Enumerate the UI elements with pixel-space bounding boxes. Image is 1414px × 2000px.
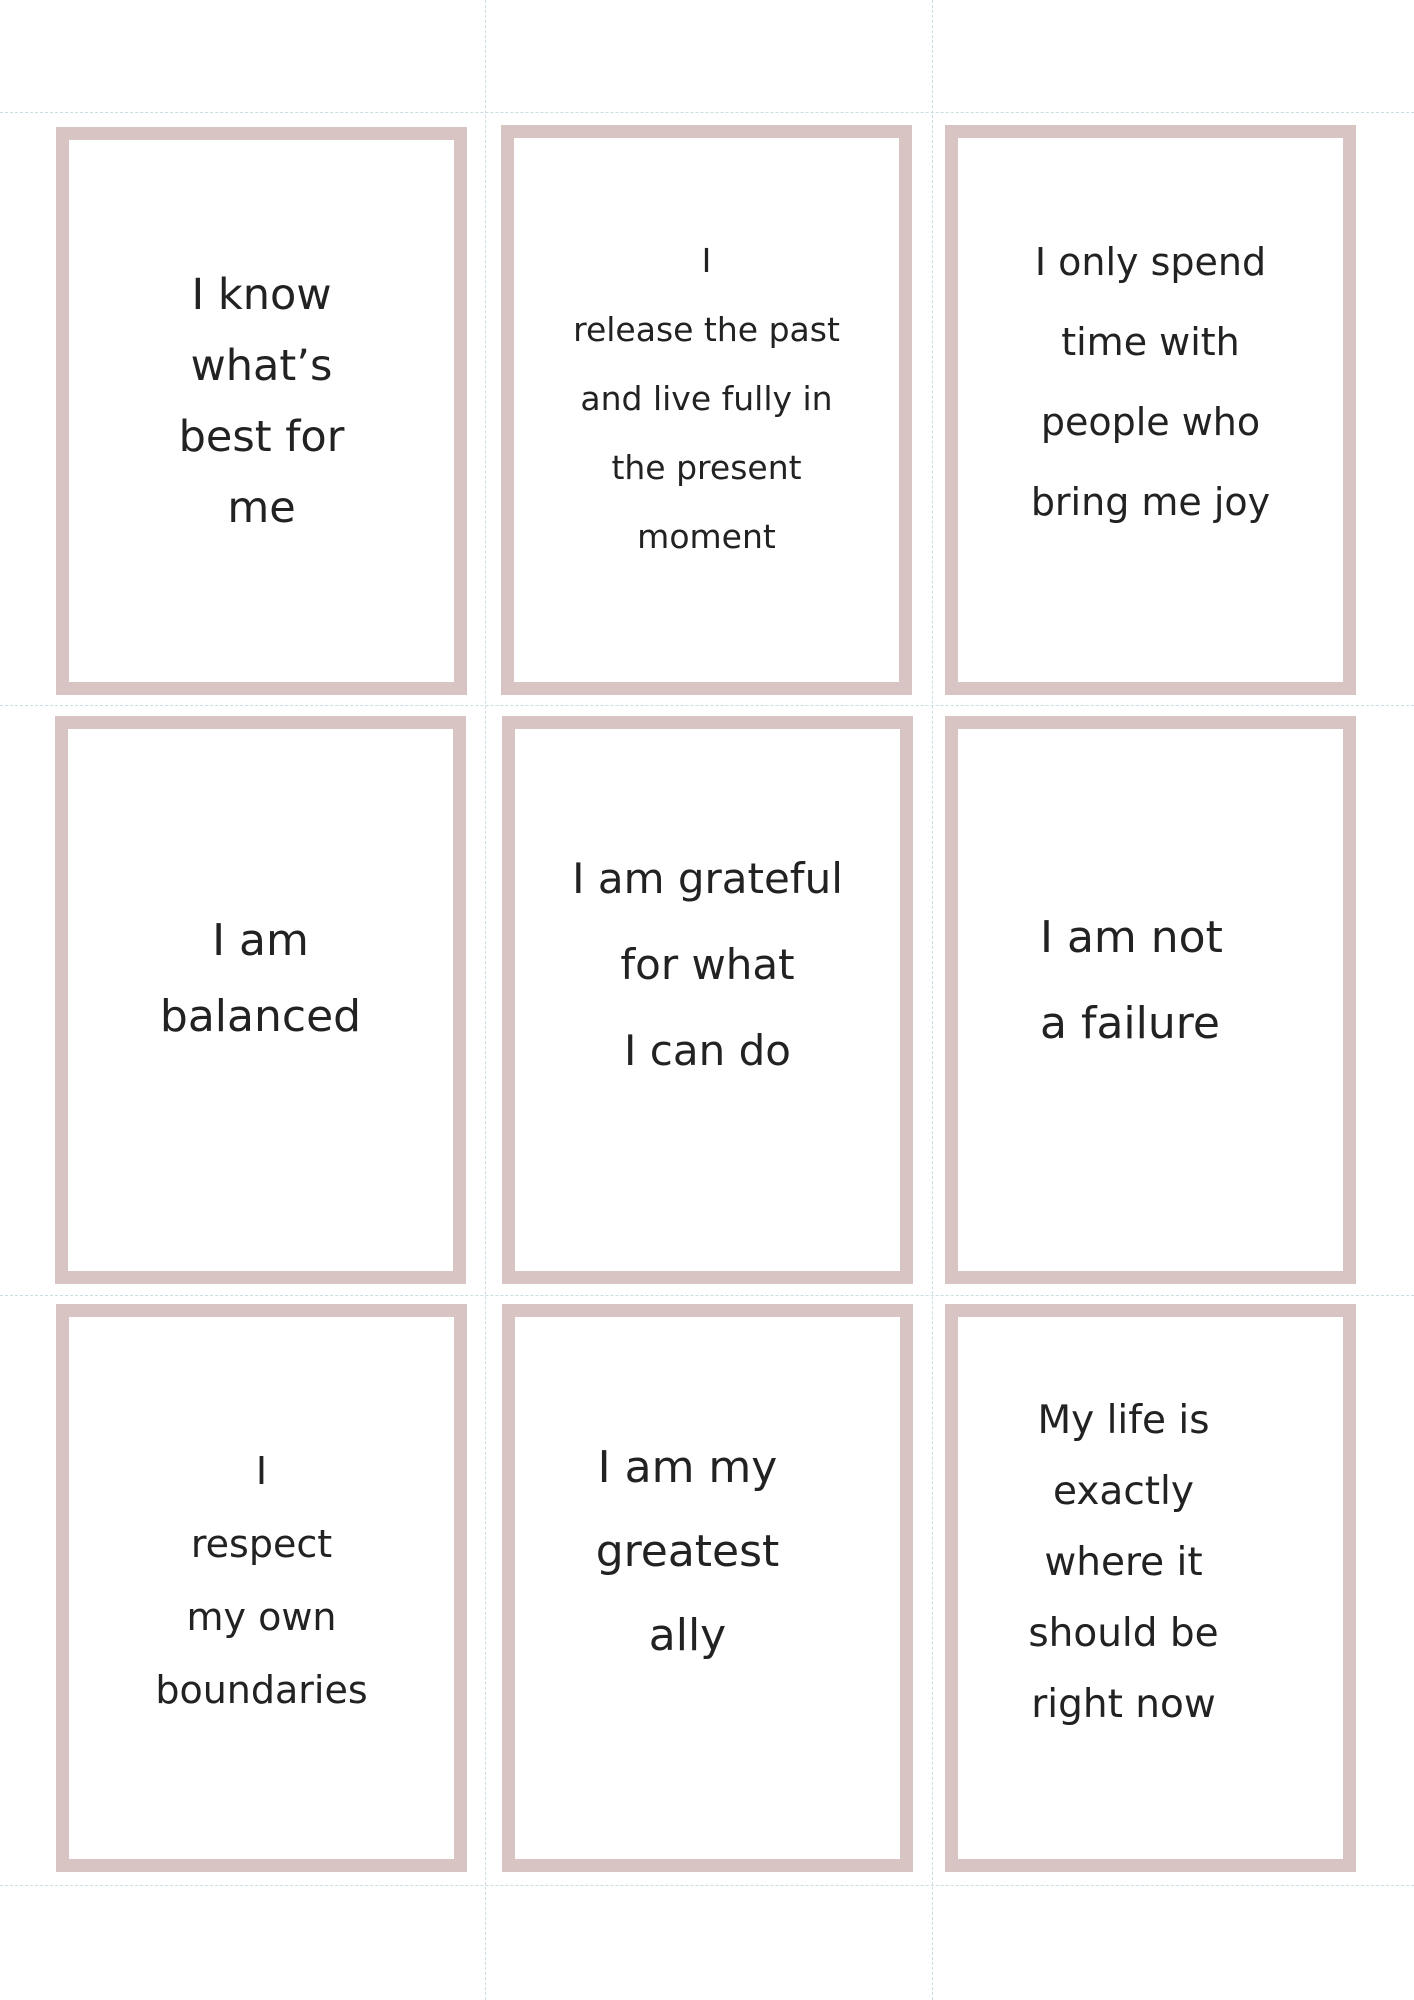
cut-guide-horizontal-4: [0, 1885, 1414, 1886]
affirmation-card: [56, 1304, 467, 1872]
affirmation-line: greatest: [595, 1526, 780, 1577]
affirmation-card: [56, 127, 467, 695]
affirmation-card: [945, 125, 1356, 695]
affirmation-text: [475, 1245, 900, 1859]
affirmation-card: [501, 125, 912, 695]
affirmation-text: [68, 687, 453, 1271]
affirmation-line: I: [701, 240, 712, 280]
affirmation-line: I: [255, 1449, 268, 1493]
affirmation-line: where it: [1044, 1540, 1203, 1585]
affirmation-text: [69, 1303, 454, 1859]
affirmation-line: I am not: [1040, 912, 1223, 963]
affirmation-text: [514, 114, 899, 682]
affirmation-line: right now: [1031, 1682, 1216, 1727]
affirmation-card: [502, 716, 913, 1284]
affirmation-line: I can do: [624, 1026, 791, 1075]
affirmation-line: I am: [212, 915, 309, 966]
affirmation-line: my own: [186, 1595, 337, 1639]
affirmation-text: [515, 659, 900, 1271]
affirmation-line: ally: [648, 1610, 727, 1661]
affirmation-line: bring me joy: [1030, 479, 1271, 524]
affirmation-line: release the past: [573, 309, 840, 349]
affirmation-line: boundaries: [155, 1668, 368, 1712]
affirmation-line: balanced: [159, 991, 362, 1042]
affirmation-line: time with: [1061, 319, 1240, 364]
affirmation-line: me: [227, 483, 296, 533]
affirmation-line: for what: [620, 940, 795, 989]
affirmation-line: I only spend: [1034, 239, 1267, 284]
affirmation-line: I am my: [597, 1442, 778, 1493]
affirmation-line: should be: [1028, 1611, 1219, 1656]
affirmation-line: I know: [191, 270, 332, 320]
affirmation-line: a failure: [1040, 998, 1220, 1049]
affirmation-text: [958, 81, 1343, 682]
affirmation-line: and live fully in: [580, 378, 833, 418]
affirmation-card: [55, 716, 466, 1284]
affirmation-line: respect: [190, 1522, 333, 1566]
affirmation-line: My life is: [1037, 1398, 1210, 1443]
affirmation-card: [502, 1304, 913, 1872]
affirmation-card: [945, 1304, 1356, 1872]
affirmation-text: [69, 122, 454, 682]
affirmation-line: what’s: [190, 341, 333, 391]
affirmation-line: people who: [1040, 399, 1261, 444]
affirmation-text: [958, 691, 1343, 1271]
affirmation-text: [904, 1266, 1343, 1859]
affirmation-line: exactly: [1053, 1469, 1194, 1514]
affirmation-line: the present: [611, 447, 802, 487]
affirmation-line: moment: [637, 516, 776, 556]
affirmation-line: I am grateful: [572, 854, 843, 903]
affirmation-line: best for: [178, 412, 345, 462]
affirmation-card: [945, 716, 1356, 1284]
